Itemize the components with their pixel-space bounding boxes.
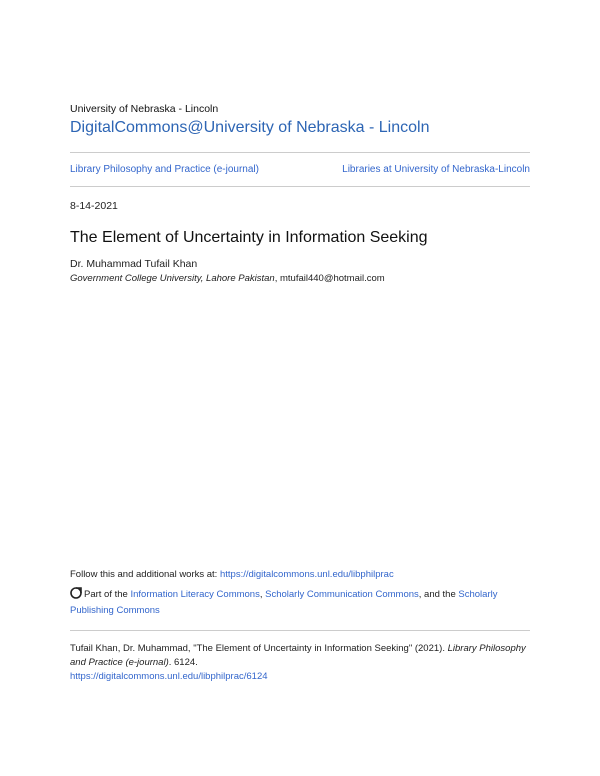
scholarly-publishing-link[interactable]: Scholarly Publishing Commons <box>70 589 498 616</box>
part-of-prefix: Part of the <box>84 589 131 600</box>
follow-prefix: Follow this and additional works at: <box>70 569 220 580</box>
author-name: Dr. Muhammad Tufail Khan <box>70 258 198 270</box>
nav-divider <box>70 186 530 187</box>
follow-url-link[interactable]: https://digitalcommons.unl.edu/libphilprac <box>219 569 394 580</box>
affiliation-text: Government College University, Lahore Pakistan <box>70 273 275 284</box>
article-title: The Element of Uncertainty in Information Seeking <box>70 229 428 246</box>
part-of-sep1: , <box>259 589 266 600</box>
journal-link[interactable]: Library Philosophy and Practice (e-journal) <box>70 164 259 175</box>
header-divider <box>70 152 530 153</box>
part-of-section <box>70 587 530 619</box>
follow-line <box>70 569 394 580</box>
information-literacy-link[interactable]: Information Literacy Commons <box>130 589 260 600</box>
citation-divider <box>70 630 530 631</box>
citation-journal: Library Philosophy and Practice (e-journal) <box>70 643 526 668</box>
part-of-sep2: , and the <box>418 589 459 600</box>
author-email: , mtufail440@hotmail.com <box>274 273 385 284</box>
open-access-icon <box>70 587 82 599</box>
institution-name: University of Nebraska - Lincoln <box>70 103 219 115</box>
citation-block <box>70 642 530 684</box>
publication-date: 8-14-2021 <box>70 200 118 212</box>
citation-url-link[interactable]: https://digitalcommons.unl.edu/libphilprac/6124 <box>70 671 268 682</box>
libraries-link[interactable]: Libraries at University of Nebraska-Lincoln <box>342 164 530 175</box>
citation-text: Tufail Khan, Dr. Muhammad, "The Element of Uncertainty in Information Seeking" (2021). <box>70 643 448 654</box>
repository-link[interactable]: DigitalCommons@University of Nebraska - Lincoln <box>70 119 430 136</box>
author-affiliation <box>70 273 385 284</box>
citation-number: . 6124. <box>168 657 198 668</box>
scholarly-communication-link[interactable]: Scholarly Communication Commons <box>265 589 419 600</box>
